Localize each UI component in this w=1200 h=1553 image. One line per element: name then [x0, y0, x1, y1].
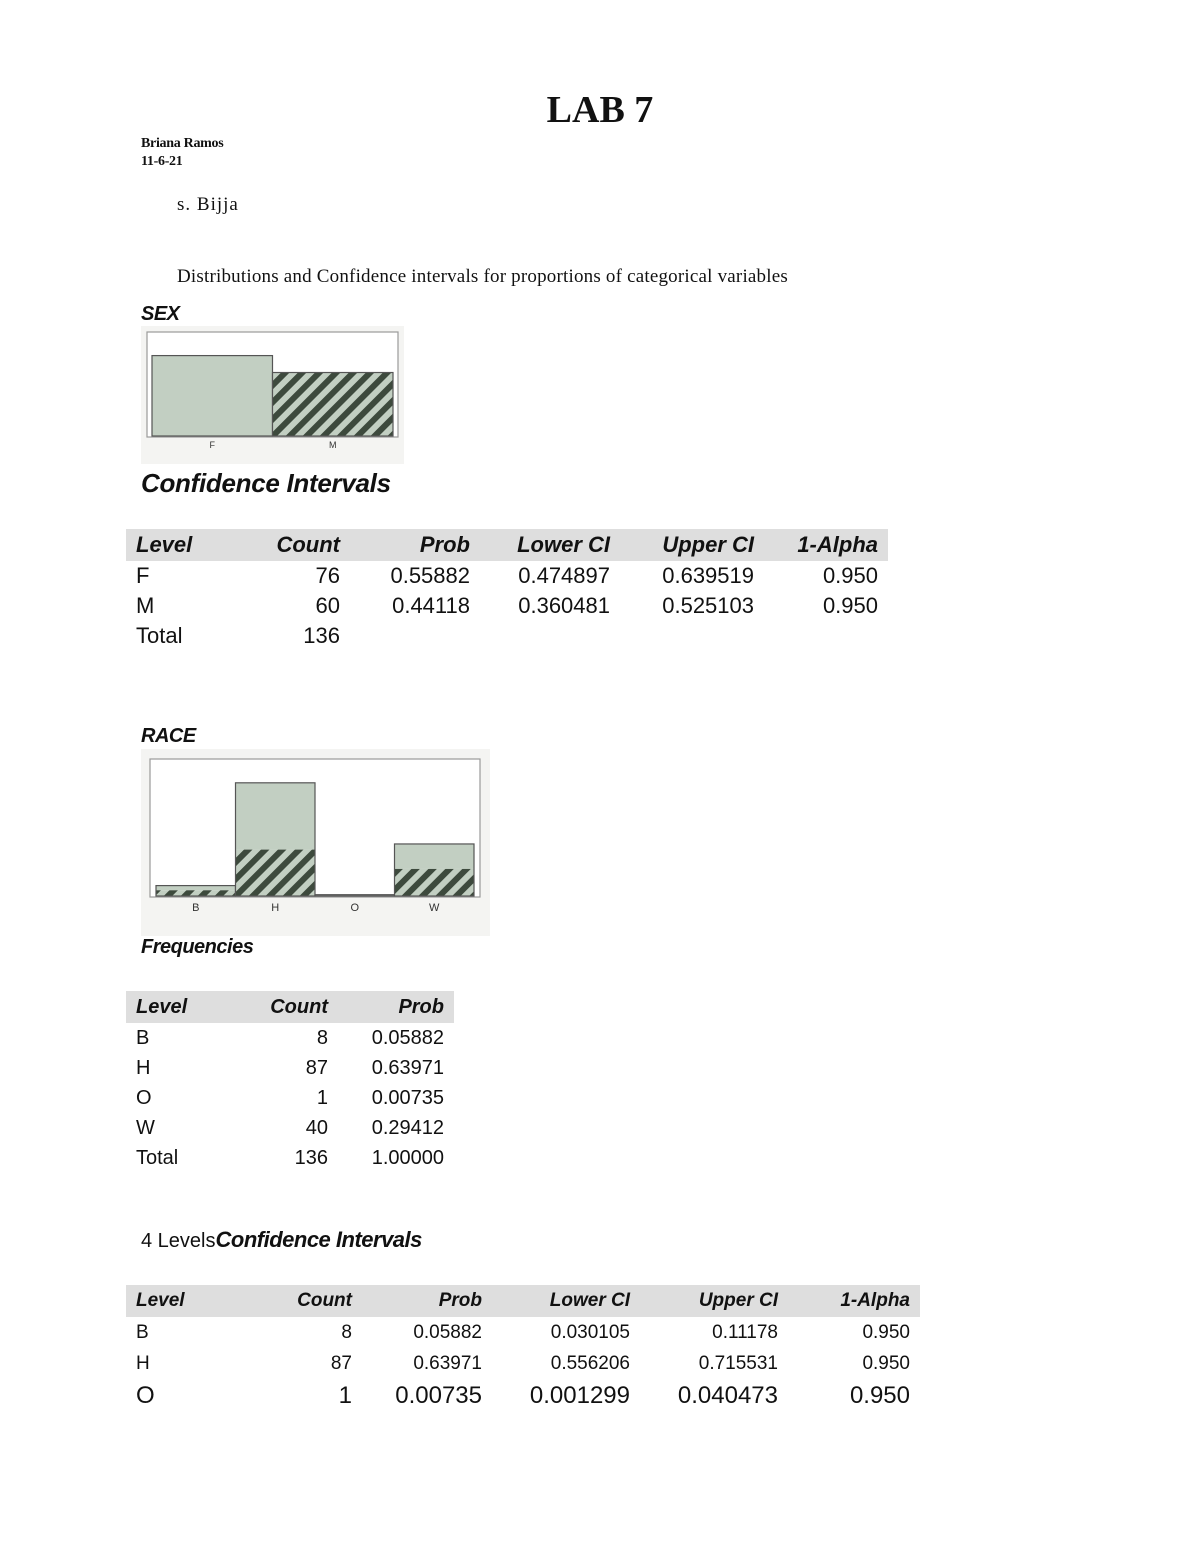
table-cell: 0.00735	[371, 1086, 444, 1109]
column-header: Level	[126, 991, 226, 1023]
table-cell: O	[136, 1382, 155, 1409]
intro-text: Distributions and Confidence intervals for proportions of categorical variables	[177, 266, 788, 287]
table-cell: H	[136, 1056, 151, 1079]
table-cell: 0.639519	[662, 563, 754, 588]
sex-heading: SEX	[141, 303, 180, 325]
table-cell: F	[136, 563, 150, 588]
race-freq-heading: Frequencies	[141, 936, 254, 958]
table-cell: 1	[316, 1086, 328, 1109]
sex-chart-panel	[141, 326, 404, 464]
table-cell: 8	[316, 1026, 328, 1049]
column-header: Prob	[350, 529, 480, 561]
table-cell: 0.63971	[371, 1056, 444, 1079]
table-row	[126, 591, 888, 621]
table-cell: 0.556206	[550, 1352, 630, 1374]
table-cell: 1	[338, 1382, 352, 1409]
table-cell: 87	[330, 1352, 352, 1374]
table-cell: 0.001299	[529, 1382, 630, 1409]
race-ci-title	[141, 1227, 422, 1253]
table-cell: 136	[303, 623, 340, 648]
bar-solid-H	[236, 783, 316, 850]
table-row	[126, 1379, 920, 1413]
column-header: Lower CI	[492, 1285, 640, 1317]
table-cell: 0.55882	[390, 563, 470, 588]
table-cell: 0.950	[822, 593, 878, 618]
table-cell: B	[136, 1321, 149, 1343]
table-cell: Total	[136, 623, 183, 648]
column-header: Count	[226, 991, 338, 1023]
table-cell: 0.05882	[371, 1026, 444, 1049]
table-cell: O	[136, 1086, 152, 1109]
table-cell	[350, 621, 480, 651]
sex-ci-table	[126, 529, 888, 651]
bar-hatched-H	[236, 850, 316, 896]
column-header: Prob	[362, 1285, 492, 1317]
column-header: Lower CI	[480, 529, 620, 561]
page-title: LAB 7	[546, 89, 654, 131]
sex-ci-heading: Confidence Intervals	[141, 468, 391, 498]
table-cell: 0.360481	[518, 593, 610, 618]
race-ci-table	[126, 1285, 920, 1413]
table-cell: 76	[315, 563, 340, 588]
table-row	[126, 621, 888, 651]
table-row	[126, 1348, 920, 1379]
table-cell: 8	[341, 1321, 352, 1343]
table-cell	[480, 621, 620, 651]
table-cell: 0.715531	[698, 1352, 778, 1374]
tick-label-B: B	[192, 902, 200, 914]
bar-solid-F	[152, 356, 273, 436]
bar-hatched-W	[395, 869, 475, 896]
table-cell: B	[136, 1026, 150, 1049]
instructor-name: s. Bijja	[177, 194, 239, 215]
race-ci-heading: Confidence Intervals	[215, 1227, 422, 1252]
race-chart-panel	[141, 749, 490, 936]
column-header: Level	[126, 1285, 246, 1317]
tick-label-O: O	[350, 902, 360, 914]
author-name: Briana Ramos	[141, 136, 224, 151]
column-header: Count	[246, 1285, 362, 1317]
table-row	[126, 1143, 454, 1173]
table-cell: 0.040473	[677, 1382, 778, 1409]
table-cell: 0.950	[862, 1352, 910, 1374]
table-cell: 0.030105	[550, 1321, 630, 1343]
tick-label-M: M	[329, 440, 337, 450]
table-cell: 60	[315, 593, 340, 618]
column-header: Count	[228, 529, 350, 561]
bar-hatched-B	[156, 890, 236, 896]
table-row	[126, 1083, 454, 1113]
tick-label-F: F	[209, 440, 215, 450]
levels-label: 4 Levels	[141, 1230, 216, 1252]
bar-solid-W	[395, 844, 475, 869]
table-cell: 87	[305, 1056, 328, 1079]
table-cell: 0.44118	[392, 593, 470, 618]
column-header: Upper CI	[640, 1285, 788, 1317]
table-cell: Total	[136, 1146, 179, 1169]
table-cell: 40	[305, 1116, 328, 1139]
race-heading: RACE	[141, 725, 196, 747]
document-date: 11-6-21	[141, 154, 183, 169]
table-cell: 0.11178	[712, 1321, 778, 1343]
table-row	[126, 1053, 454, 1083]
table-cell: 0.63971	[413, 1352, 482, 1374]
table-row	[126, 1023, 454, 1053]
table-cell: 0.474897	[518, 563, 610, 588]
table-cell	[620, 621, 764, 651]
table-row	[126, 1317, 920, 1348]
tick-label-W: W	[429, 902, 440, 914]
table-cell: 1.00000	[371, 1146, 444, 1169]
tick-label-H: H	[271, 902, 280, 914]
column-header: 1-Alpha	[788, 1285, 920, 1317]
table-cell: 0.950	[849, 1382, 910, 1409]
table-row	[126, 561, 888, 591]
table-cell: H	[136, 1352, 150, 1374]
table-cell	[764, 621, 888, 651]
table-cell: 0.950	[822, 563, 878, 588]
table-cell: 0.05882	[413, 1321, 482, 1343]
race-bar-chart	[141, 749, 490, 936]
column-header: Upper CI	[620, 529, 764, 561]
table-cell: 0.950	[862, 1321, 910, 1343]
table-cell: W	[136, 1116, 155, 1139]
table-cell: 0.29412	[371, 1116, 444, 1139]
column-header: Prob	[338, 991, 454, 1023]
table-cell: 0.00735	[395, 1382, 482, 1409]
table-row	[126, 1113, 454, 1143]
table-cell: 0.525103	[662, 593, 754, 618]
bar-hatched-M	[273, 373, 394, 436]
bar-solid-B	[156, 886, 236, 891]
sex-bar-chart	[141, 326, 404, 464]
column-header: Level	[126, 529, 228, 561]
column-header: 1-Alpha	[764, 529, 888, 561]
race-frequency-table	[126, 991, 454, 1173]
table-cell: M	[136, 593, 155, 618]
table-cell: 136	[294, 1146, 328, 1169]
